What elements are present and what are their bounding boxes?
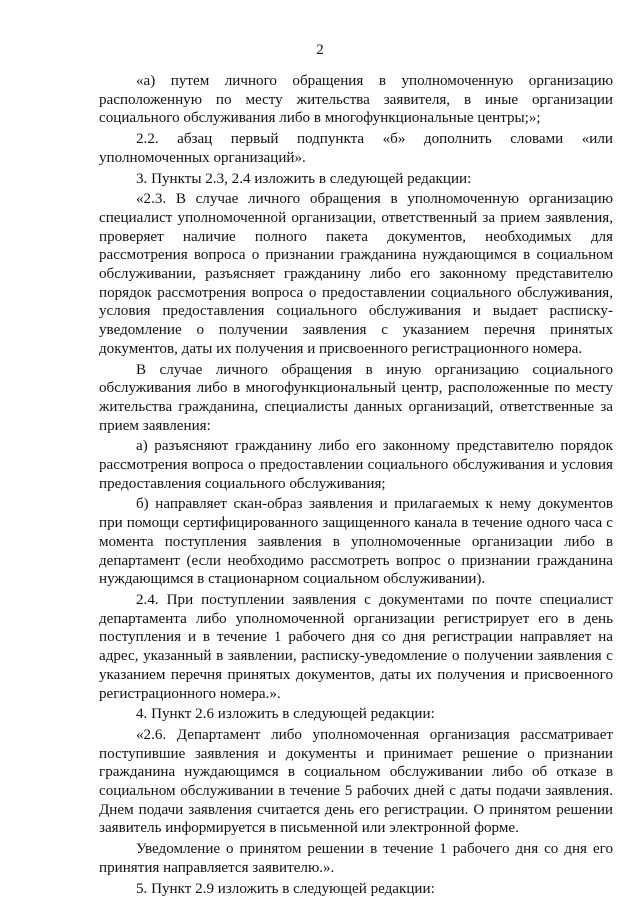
paragraph-subitem-a: а) разъясняют гражданину либо его законному представителю порядок рассмотрения вопроса о предоставлении социального обслуживания и условия предоставления социального обслуживания;: [99, 438, 613, 492]
paragraph-clause-a: «а) путем личного обращения в уполномоченную организацию расположенную по месту жительства заявителя, в иные организации социального обслуживания либо в многофункциональные центры;»;: [99, 73, 613, 127]
paragraph-item-5: 5. Пункт 2.9 изложить в следующей редакции:: [136, 880, 435, 897]
paragraph-other-organization: В случае личного обращения в иную организацию социального обслуживания либо в многофункциональный центр, расположенные по месту жительства гражданина, специалисты данных организаций, ответственные за прием заявления:: [99, 361, 613, 434]
paragraph-2-2: 2.2. абзац первый подпункта «б» дополнить словами «или уполномоченных организаций».: [99, 131, 613, 166]
paragraph-item-4: 4. Пункт 2.6 изложить в следующей редакции:: [136, 706, 435, 723]
paragraph-2-6: «2.6. Департамент либо уполномоченная организация рассматривает поступившие заявления и документы и принимает решение о признании гражданина нуждающимся в социальном обслуживании либо об отказе в социальном обслуживании в течение 5 рабочих дней с даты подачи заявления. Днем подачи заявления считается день его регистрации. О принятом решении заявитель информируется в письменной или электронной форме.: [99, 726, 613, 837]
paragraph-2-3: «2.3. В случае личного обращения в уполномоченную организацию специалист уполномоченной организации, ответственный за прием заявления, проверяет наличие полного пакета документов, необходимых для рассмотрения вопроса о признании гражданина нуждающимся в социальном обслуживании, разъясняет гражданину либо его законному представителю порядок рассмотрения вопроса о предоставлении социального обслуживания, условия предоставления социального обслуживания и выдает расписку-уведомление о получении заявления с указанием перечня принятых документов, даты их получения и присвоенного регистрационного номера.: [99, 191, 613, 357]
paragraph-2-4: 2.4. При поступлении заявления с документами по почте специалист департамента либо уполномоченной организации регистрирует его в день поступления и в течение 1 рабочего дня со дня регистрации направляет на адрес, указанный в заявлении, расписку-уведомление о получении заявления с указанием перечня принятых документов, даты их получения и присвоенного регистрационного номера.».: [99, 591, 613, 702]
document-body: [99, 72, 613, 900]
paragraph-item-3: 3. Пункты 2.3, 2.4 изложить в следующей редакции:: [136, 170, 472, 187]
page-number: 2: [316, 42, 324, 58]
paragraph-subitem-b: б) направляет скан-образ заявления и прилагаемых к нему документов при помощи сертифицированного защищенного канала в течение одного часа с момента поступления заявления в уполномоченные организации либо в департамент (если необходимо рассмотреть вопрос о признании гражданина нуждающимся в стационарном социальном обслуживании).: [99, 496, 613, 588]
paragraph-notification: Уведомление о принятом решении в течение 1 рабочего дня со дня его принятия направляется заявителю.».: [99, 841, 613, 876]
